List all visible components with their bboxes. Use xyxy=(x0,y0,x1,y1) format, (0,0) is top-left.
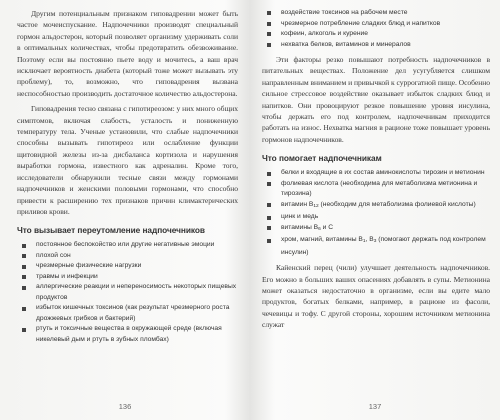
bullet-text: белки и входящие в их состав аминокислоты тирозин и метионин xyxy=(281,169,485,177)
list-item xyxy=(262,235,490,258)
list-item: воздействие токсинов на рабочем месте xyxy=(262,8,490,19)
list-item: чрезмерные физические нагрузки xyxy=(17,261,238,272)
bullet-list xyxy=(262,8,490,50)
list-item xyxy=(262,223,490,236)
bullet-text: цинк и медь xyxy=(281,213,319,221)
list-item xyxy=(262,168,490,179)
right-page xyxy=(250,0,500,420)
list-item xyxy=(262,179,490,200)
list-item: аллергические реакции и непереносимость некоторых пищевых продуктов xyxy=(17,282,238,303)
bullet-list xyxy=(17,240,238,345)
list-item xyxy=(262,212,490,223)
subscript: 3 xyxy=(373,239,377,245)
list-item: ртуть и токсичные вещества в окружающей среде (включая никелевый дым и ртуть в зубных пломбах) xyxy=(17,324,238,345)
bullet-text: витамин B xyxy=(281,200,314,208)
list-item: постоянное беспокойство или другие негативные эмоции xyxy=(17,240,238,251)
page-number: 137 xyxy=(368,402,382,411)
body-paragraph: Эти факторы резко повышают потребность надпочечников в питательных веществах. Положение дел усугубляется слишком направленным вниманием и привычкой к суррогатной пище. Особенно сильное стрессовое воздействие оказывает избыток сладких блюд и напитков. Они провоцируют резкое повышение уровня инсулина, чтобы держать его под контролем, надпочечникам приходится работать на износ. Нехватка магния в рационе тоже повышает уровень гормонов надпочечников. xyxy=(262,55,490,144)
page-number: 136 xyxy=(118,402,132,411)
list-item: плохой сон xyxy=(17,251,238,262)
bullet-text: (необходим для метаболизма фолиевой кислоты) xyxy=(318,200,476,208)
section-heading: Что вызывает переутомление надпочечников xyxy=(17,225,205,236)
list-item: кофеин, алкоголь и курение xyxy=(262,29,490,40)
bullet-text: фолиевая кислота (необходима для метаболизма метионина и тирозина) xyxy=(281,179,478,198)
bullet-text: , B xyxy=(365,236,374,244)
section-heading: Что помогает надпочечникам xyxy=(262,153,382,164)
list-item xyxy=(262,200,490,213)
subscript: 6 xyxy=(318,226,321,232)
bullet-text: (помогают держать под контролем инсулин) xyxy=(281,236,486,256)
bullet-text: витамины B xyxy=(281,223,319,231)
body-paragraph: Гиповадрения тесно связана с гипотиреозом: у них много общих симптомов, включая слабость, усталость и пониженную температуру тела. Ученые установили, что слабые надпочечники способны вызывать гипотиреоз или ослабление функции щитовидной железы из-за дисбаланса кортизола и нарушения выработки гормона, известного как адреналин. Кроме того, исследователи обнаружили тесные связи между гормонами надпочечников и женскими половыми гормонами, что способно привести к расширению тех признаков причин климактерических приливов крови. xyxy=(17,104,238,216)
subscript: 1 xyxy=(362,239,366,245)
subscript: 12 xyxy=(313,203,319,209)
list-item: чрезмерное потребление сладких блюд и напитков xyxy=(262,19,490,30)
bullet-text: и C xyxy=(320,223,334,231)
list-item: травмы и инфекции xyxy=(17,272,238,283)
list-item: нехватка белков, витаминов и минералов xyxy=(262,40,490,51)
bullet-list xyxy=(262,168,490,258)
bullet-text: хром, магний, витамины B xyxy=(281,236,363,244)
list-item: избыток кишечных токсинов (как результат чрезмерного роста дрожжевых грибков и бактерий) xyxy=(17,303,238,324)
body-paragraph: Другим потенциальным признаком гиповадрении может быть частое мочеиспускание. Надпочечники производят специальный гормон альдостерон, который позволяет организму удерживать соли в оптимальных количествах, чтобы предотвратить обезвоживание. Поэтому если вы постоянно пьете воду и мочитесь, а ваш врач исключает вероятность диабета (который тоже может вызывать эту проблему), то, возможно, что гиповадрения вызвана неспособностью производить достаточное количество альдостерона. xyxy=(17,9,238,98)
body-paragraph: Кайенский перец (чили) улучшает деятельность надпочечников. Его можно в больших ваших опасениях добавлять в супы. Метионина может оказаться недостаточно в организме, если вы едите мало продуктов, богатых белками, например, в рационе из фасоли, чечевицы и тофу. С другой стороны, хорошим источником метионина служат xyxy=(262,263,490,330)
